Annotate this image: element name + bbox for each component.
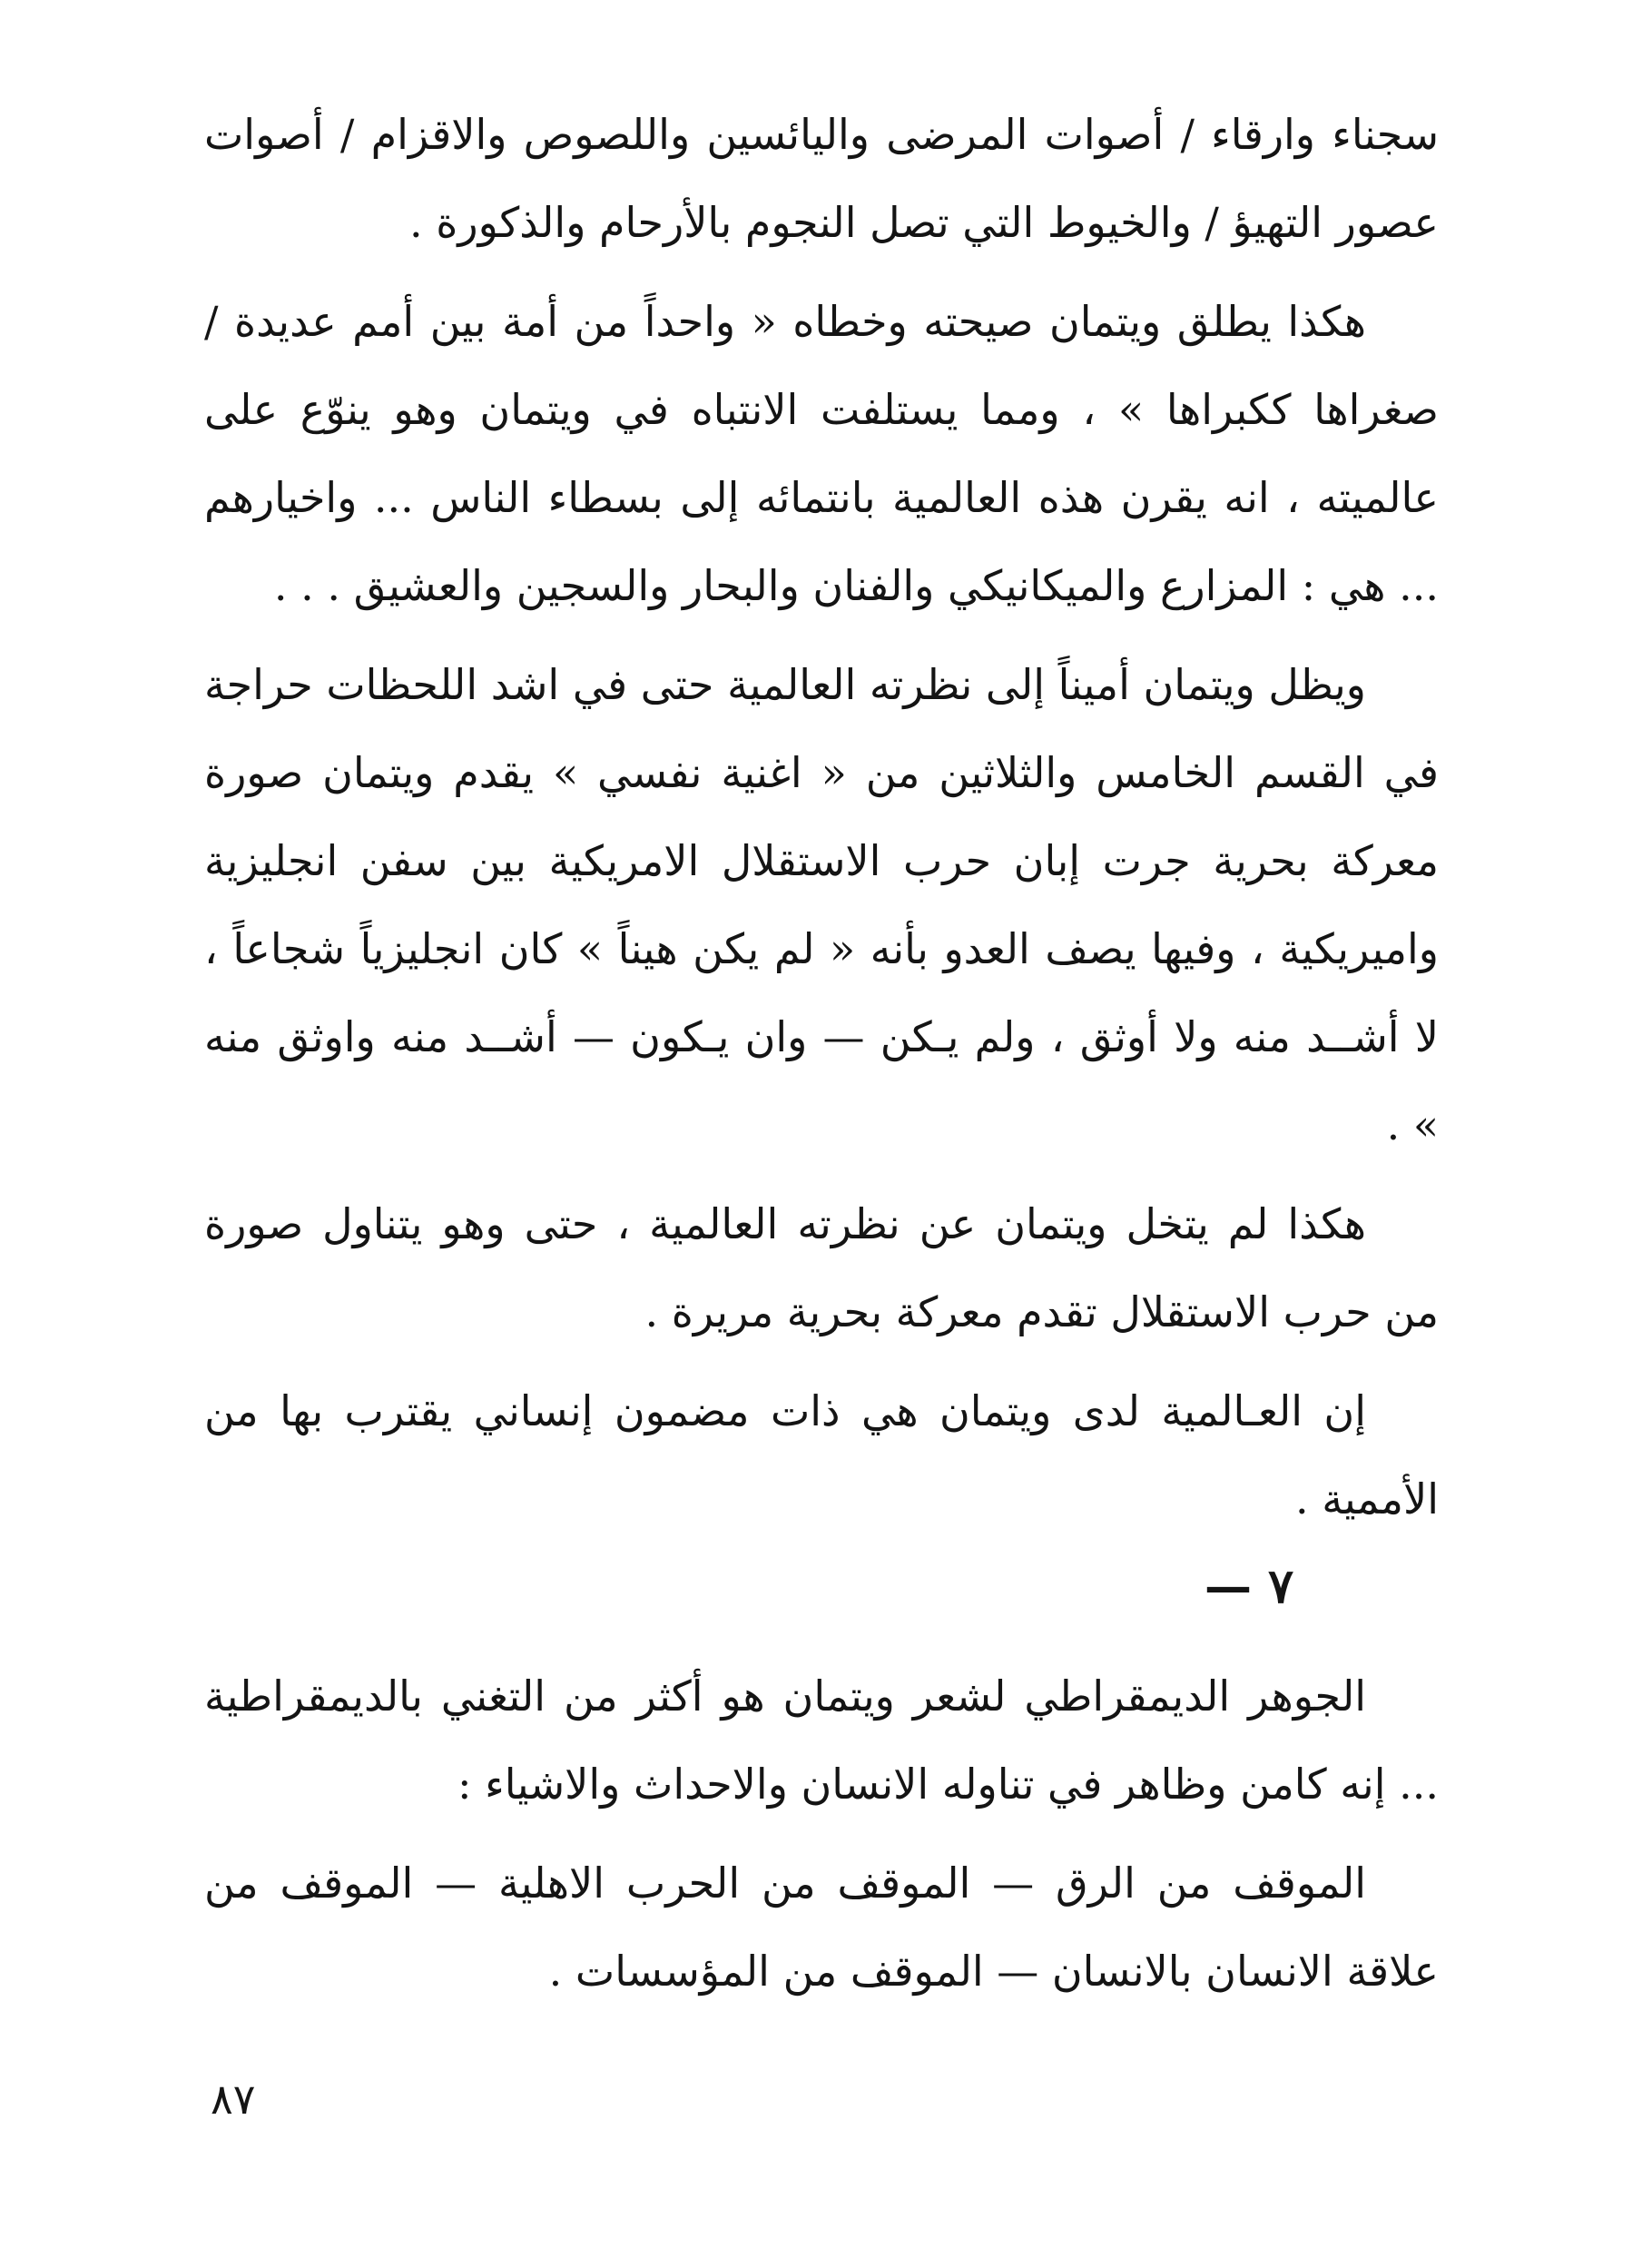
- paragraph-1: سجناء وارقاء / أصوات المرضى واليائسين واللصوص والاقزام / أصوات عصور التهيؤ / والخيوط التي تصل النجوم بالأرحام والذكورة .: [204, 110, 1439, 247]
- paragraph-3: ويظل ويتمان أميناً إلى نظرته العالمية حتى في اشد اللحظات حراجة في القسم الخامس والثلاثين من « اغنية نفسي » يقدم ويتمان صورة معركة بحرية جرت إبان حرب الاستقلال الامريكية بين سفن انجليزية واميريكية ، وفيها يصف العدو بأنه « لم يكن هيناً » كان انجليزياً شجاعاً ، لا أشــد منه ولا أوثق ، ولم يـكن — وان يـكون — أشــد منه واوثق منه » .: [204, 660, 1439, 1149]
- main-text: [204, 91, 1439, 1554]
- section-number: ٧ —: [1204, 1559, 1293, 1614]
- paragraph-5: إن العـالمية لدى ويتمان هي ذات مضمون إنساني يقترب بها من الأممية .: [204, 1386, 1439, 1523]
- section-paragraph-1: الجوهر الديمقراطي لشعر ويتمان هو أكثر من التغني بالديمقراطية ... إنه كامن وظاهر في تناوله الانسان والاحداث والاشياء :: [204, 1671, 1439, 1809]
- paragraph-2: هكذا يطلق ويتمان صيحته وخطاه « واحداً من أمة بين أمم عديدة / صغراها ككبراها » ، ومما يستلفت الانتباه في ويتمان وهو ينوّع على عالميته ، انه يقرن هذه العالمية بانتمائه إلى بسطاء الناس ... واخيارهم ... هي : المزارع والميكانيكي والفنان والبحار والسجين والعشيق . . .: [204, 297, 1439, 610]
- section-paragraph-2: الموقف من الرق — الموقف من الحرب الاهلية — الموقف من علاقة الانسان بالانسان — الموقف من المؤسسات .: [204, 1859, 1439, 1996]
- page-number: ٨٧: [211, 2075, 256, 2124]
- paragraph-4: هكذا لم يتخل ويتمان عن نظرته العالمية ، حتى وهو يتناول صورة من حرب الاستقلال تقدم معركة بحرية مريرة .: [204, 1199, 1439, 1336]
- section-text: [204, 1652, 1439, 2026]
